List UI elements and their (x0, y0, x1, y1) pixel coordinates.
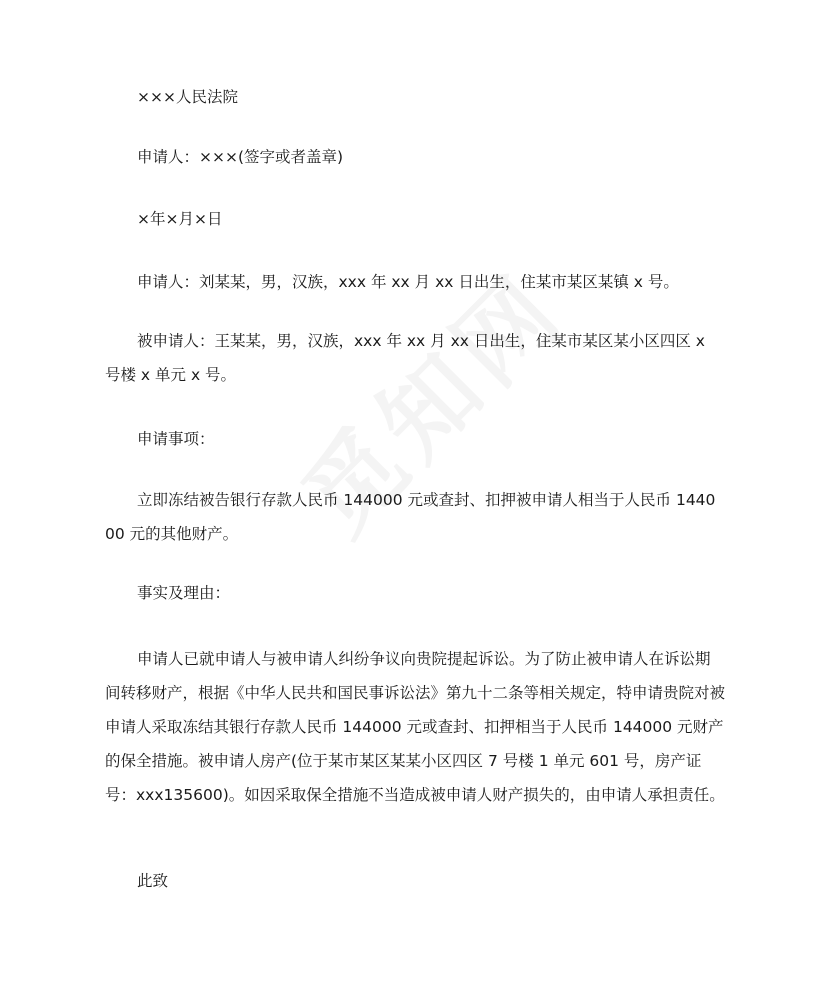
applicant-info: 申请人：刘某某，男，汉族，xxx 年 xx 月 xx 日出生，住某市某区某镇 x 号。 (137, 273, 679, 291)
matters-body: 立即冻结被告银行存款人民币 144000 元或查封、扣押被申请人相当于人民币 144000 元的其他财产。 (105, 491, 716, 543)
date-line: ×年×月×日 (137, 210, 223, 228)
matters-heading: 申请事项： (137, 430, 215, 448)
court-name: ×××人民法院 (137, 88, 238, 106)
facts-body: 申请人已就申请人与被申请人纠纷争议向贵院提起诉讼。为了防止被申请人在诉讼期间转移财产，根据《中华人民共和国民事诉讼法》第九十二条等相关规定，特申请贵院对被申请人采取冻结其银行存款人民币 144000 元或查封、扣押相当于人民币 144000 元财产的保全措施。被申请人房产(位于某市某区某某小区四区 7 号楼 1 单元 601 号，房产证号：xxx135600)。如因采取保全措施不当造成被申请人财产损失的，由申请人承担责任。 (105, 650, 726, 804)
respondent-info: 被申请人：王某某，男，汉族，xxx 年 xx 月 xx 日出生，住某市某区某小区四区 x 号楼 x 单元 x 号。 (105, 332, 705, 384)
facts-heading: 事实及理由： (137, 584, 231, 602)
closing-line: 此致 (137, 872, 169, 890)
applicant-signature-line: 申请人：×××(签字或者盖章) (137, 148, 344, 166)
